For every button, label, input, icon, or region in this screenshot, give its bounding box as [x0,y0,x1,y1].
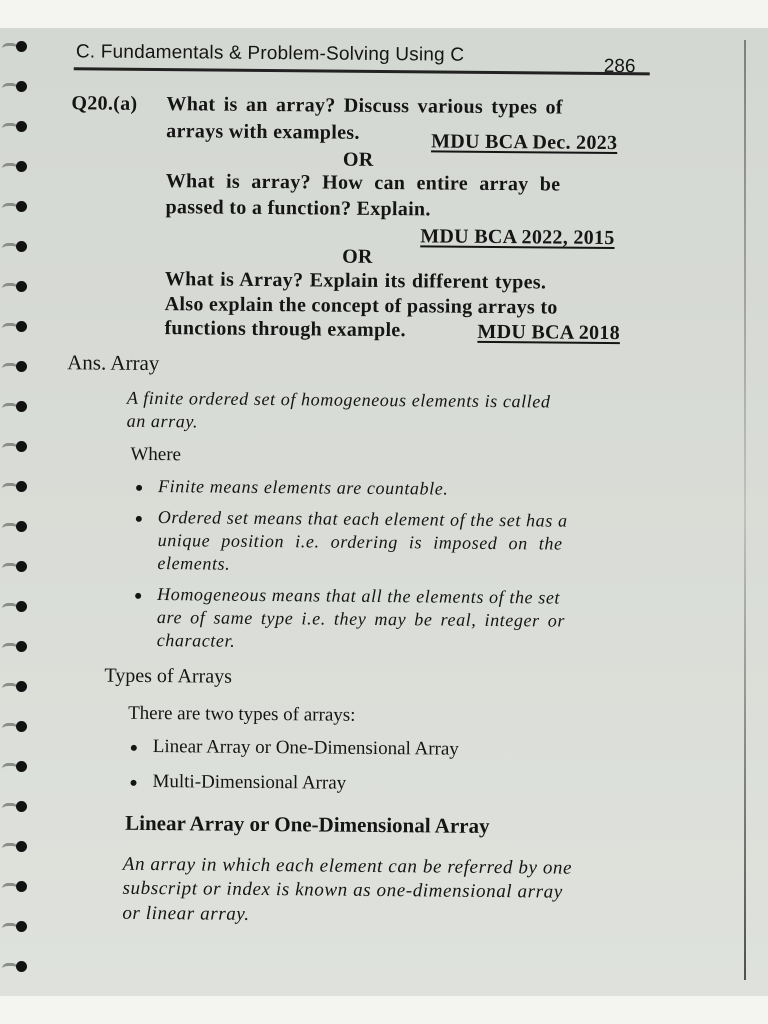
definition-line: A finite ordered set of homogeneous elements is called [126,387,551,412]
linear-array-heading: Linear Array or One-Dimensional Array [125,810,490,838]
linear-definition-line: An array in which each element can be referred by one [122,853,573,879]
definition-bullet-line: character. [156,630,236,651]
question-source: MDU BCA 2022, 2015 [420,225,615,250]
question-text-line: passed to a function? Explain. [165,196,431,221]
definition-bullet-line: are of same type i.e. they may be real, integer or [156,607,566,631]
definition-bullet: Homogeneous means that all the elements of the set [157,584,561,608]
linear-definition-line: subscript or index is known as one-dimensional array [122,877,563,903]
definition-bullet: Finite means elements are countable. [158,476,449,499]
type-bullet: Linear Array or One-Dimensional Array [152,736,459,760]
question-source: MDU BCA Dec. 2023 [431,130,618,155]
page-number: 286 [603,55,636,78]
definition-line: an array. [126,410,199,432]
question-text-line: What is array? How can entire array be [165,170,561,196]
running-header-title: C. Fundamentals & Problem-Solving Using C [75,41,465,66]
or-separator: OR [342,148,374,171]
types-intro: There are two types of arrays: [128,702,356,726]
question-text-line: arrays with examples. [166,120,360,144]
answer-heading: Ans. Array [67,350,160,376]
question-text-line: What is Array? Explain its different types. [164,268,547,294]
types-heading: Types of Arrays [104,664,233,688]
definition-bullet: Ordered set means that each element of the set has a [157,507,568,531]
question-text-line: functions through example. [164,317,406,342]
question-text-line: What is an array? Discuss various types of [166,93,563,119]
definition-bullet-line: elements. [157,553,231,574]
definition-bullet-line: unique position i.e. ordering is imposed on the [157,530,563,554]
question-text-line: Also explain the concept of passing arrays to [164,293,558,319]
type-bullet: Multi-Dimensional Array [152,771,347,794]
question-label: Q20.(a) [71,92,138,115]
where-label: Where [130,443,182,466]
header-rule [74,67,650,75]
question-source: MDU BCA 2018 [477,320,621,345]
linear-definition-line: or linear array. [122,902,250,925]
or-separator: OR [342,245,373,268]
